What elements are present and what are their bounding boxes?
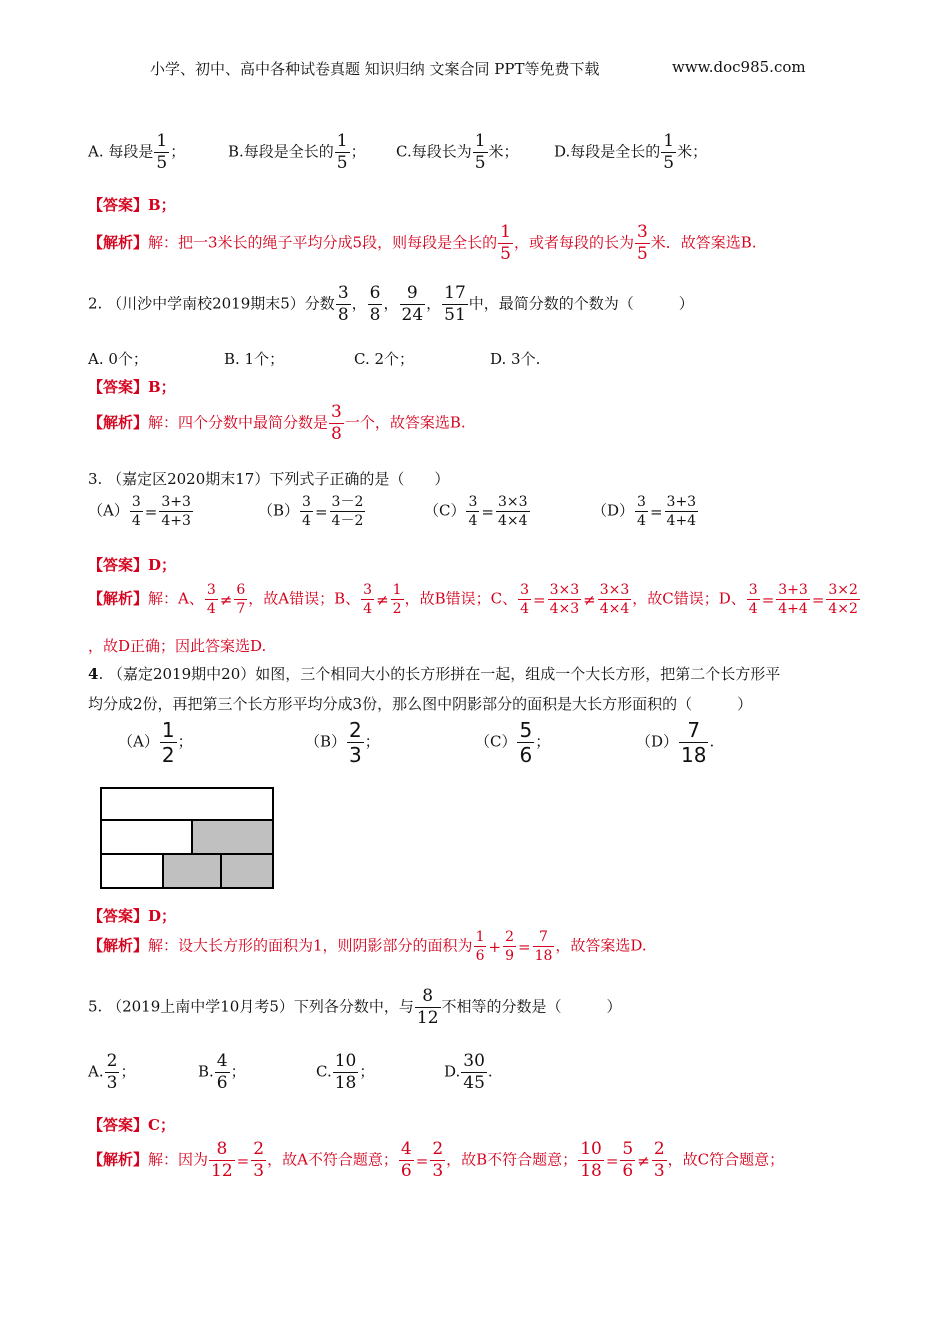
- row2-left-rect: [101, 820, 192, 854]
- row3-left-rect: [101, 854, 163, 888]
- q3-option-c: （C） $\frac{3}{4}$ = $\frac{3\times 3}{4\times 4}$: [424, 494, 528, 529]
- fraction: $\frac{1}{5}$: [336, 131, 348, 173]
- q5-option-b: B. $\frac{4}{6}$ ；: [198, 1051, 246, 1093]
- q3-option-d: （D） $\frac{3}{4}$ = $\frac{3+3}{4+4}$: [592, 494, 697, 529]
- fraction: $\frac{1}{2}$: [392, 582, 402, 617]
- q5-option-a: A. $\frac{2}{3}$ ；: [88, 1051, 136, 1093]
- fraction: $\frac{3}{4}$: [748, 582, 758, 617]
- fraction: $\frac{3}{4}$: [131, 494, 141, 529]
- fraction: $\frac{3+3}{4+4}$: [778, 582, 808, 617]
- q4-option-a: （A） $\frac{1}{2}$ ；: [118, 718, 193, 767]
- fraction: $\frac{2}{3}$: [253, 1139, 265, 1181]
- q4-option-d: （D） $\frac{7}{18}$ .: [636, 718, 715, 767]
- fraction: $\frac{8}{12}$: [416, 986, 439, 1028]
- fraction: $\frac{1}{5}$: [474, 131, 486, 173]
- fraction: $\frac{3}{4}$: [637, 494, 646, 529]
- q4-analysis: 【解析】解：设大长方形的面积为1，则阴影部分的面积为 $\frac{1}{6}$ + $\frac{2}{9}$ = $\frac{7}{18}$ ，故答案选D.: [88, 929, 647, 964]
- q1-option-c: C.每段长为 $\frac{1}{5}$ 米；: [396, 131, 519, 173]
- fraction: $\frac{3\times 2}{4\times 2}$: [828, 582, 858, 617]
- fraction: $\frac{8}{12}$: [211, 1139, 233, 1181]
- row2-shaded-rect: [192, 820, 273, 854]
- q1-a-text: A. 每段是: [88, 142, 154, 161]
- fraction: $\frac{7}{18}$: [534, 929, 553, 964]
- fraction: $\frac{10}{18}$: [580, 1139, 602, 1181]
- fraction: $\frac{10}{18}$: [334, 1051, 357, 1093]
- q2-answer: 【答案】B；: [88, 378, 176, 396]
- q4-answer: 【答案】D；: [88, 907, 177, 925]
- q3-stem: 3. （嘉定区2020期末17）下列式子正确的是（ ）: [88, 470, 450, 488]
- q3-analysis-line2: ，故D正确；因此答案选D.: [88, 637, 267, 655]
- q2-option-c: C. 2个；: [354, 350, 415, 368]
- fraction: $\frac{2}{3}$: [432, 1139, 444, 1181]
- header-url[interactable]: www.doc985.com: [672, 58, 806, 76]
- fraction: $\frac{3-2}{4-2}$: [331, 494, 364, 529]
- q5-answer: 【答案】C；: [88, 1116, 175, 1134]
- fraction: $\frac{1}{5}$: [156, 131, 168, 173]
- q1-answer: 【答案】B；: [88, 196, 176, 214]
- q1-option-a: A. 每段是 $\frac{1}{5}$ ；: [88, 131, 186, 173]
- fraction: $\frac{5}{6}$: [622, 1139, 634, 1181]
- fraction: $\frac{9}{24}$: [401, 283, 424, 325]
- fraction: $\frac{1}{2}$: [161, 718, 175, 767]
- fraction: $\frac{5}{6}$: [519, 718, 533, 767]
- fraction: $\frac{3}{5}$: [636, 222, 648, 264]
- q2-option-a: A. 0个；: [88, 350, 148, 368]
- q5-stem: 5. （2019上南中学10月考5）下列各分数中，与 $\frac{8}{12}$ 不相等的分数是（ ）: [88, 986, 622, 1028]
- fraction: $\frac{3}{8}$: [331, 402, 342, 444]
- q4-stem-line1: 4. （嘉定2019期中20）如图，三个相同大小的长方形拼在一起，组成一个大长方形，把第二个长方形平: [88, 665, 781, 683]
- fraction: $\frac{17}{51}$: [444, 283, 466, 325]
- fraction: $\frac{2}{3}$: [349, 718, 362, 767]
- q1-option-d: D.每段是全长的 $\frac{1}{5}$ 米；: [554, 131, 708, 173]
- fraction: $\frac{3}{4}$: [302, 494, 311, 529]
- q5-analysis: 【解析】解：因为 $\frac{8}{12}$ = $\frac{2}{3}$ ，故A不符合题意； $\frac{4}{6}$ = $\frac{2}{3}$ ，故B不符合题意； $\frac{10}{18}$ = $\frac{5}{6}$ ≠ $\frac{2}{3}$ ，故C符合题意；: [88, 1139, 785, 1181]
- fraction: $\frac{3}{4}$: [520, 582, 529, 617]
- fraction: $\frac{3}{8}$: [337, 283, 349, 325]
- fraction: $\frac{1}{5}$: [500, 222, 511, 264]
- fraction: $\frac{2}{3}$: [653, 1139, 665, 1181]
- q3-option-b: （B） $\frac{3}{4}$ = $\frac{3-2}{4-2}$: [258, 494, 364, 529]
- q1-analysis: 【解析】解：把一3米长的绳子平均分成5段，则每段是全长的 $\frac{1}{5}$ ，或者每段的长为 $\frac{3}{5}$ 米．故答案选B.: [88, 222, 757, 264]
- fraction: $\frac{30}{45}$: [463, 1051, 485, 1093]
- q2-stem: 2. （川沙中学南校2019期末5）分数 $\frac{3}{8}$ ， $\frac{6}{8}$ ， $\frac{9}{24}$ ， $\frac{17}{51}$ 中，最简分数的个数为（ ）: [88, 283, 694, 325]
- fraction: $\frac{2}{9}$: [505, 929, 514, 964]
- fraction: $\frac{3\times 3}{4\times 4}$: [497, 494, 528, 529]
- fraction: $\frac{2}{3}$: [106, 1051, 118, 1093]
- q1-option-b: B.每段是全长的 $\frac{1}{5}$ ；: [228, 131, 366, 173]
- fraction: $\frac{3}{4}$: [468, 494, 478, 529]
- q2-option-b: B. 1个；: [224, 350, 285, 368]
- fraction: $\frac{7}{18}$: [681, 718, 707, 767]
- fraction: $\frac{3}{4}$: [363, 582, 373, 617]
- fraction: $\frac{3\times 3}{4\times 3}$: [549, 582, 580, 617]
- q4-option-b: （B） $\frac{2}{3}$ ；: [305, 718, 380, 767]
- q3-analysis-line1: 【解析】解：A、 $\frac{3}{4}$ ≠ $\frac{6}{7}$ ，故A错误；B、 $\frac{3}{4}$ ≠ $\frac{1}{2}$ ，故B错误；C、 $\frac{3}{4}$ = $\frac{3\times 3}{4\times 3}$ ≠ $\frac{3\times 3}{4\times 4}$ ，故C错误；D、 $\frac{3}{4}$ = $\frac{3+3}{4+4}$ = $\frac{3\times 2}{4\times 2}$: [88, 582, 858, 617]
- page-header: [150, 58, 600, 79]
- q5-option-d: D. $\frac{30}{45}$ .: [444, 1051, 493, 1093]
- q3-answer: 【答案】D；: [88, 556, 177, 574]
- row3-shaded-rect-1: [163, 854, 221, 888]
- fraction: $\frac{6}{7}$: [236, 582, 246, 617]
- fraction: $\frac{1}{5}$: [663, 131, 675, 173]
- fraction: $\frac{6}{8}$: [369, 283, 381, 325]
- row1-rect: [101, 788, 273, 820]
- q4-option-c: （C） $\frac{5}{6}$ ；: [475, 718, 551, 767]
- header-text: 小学、初中、高中各种试卷真题 知识归纳 文案合同 PPT等免费下载: [150, 60, 600, 78]
- fraction: $\frac{4}{6}$: [400, 1139, 412, 1181]
- fraction: $\frac{3+3}{4+3}$: [161, 494, 191, 529]
- q2-option-d: D. 3个.: [490, 350, 541, 368]
- fraction: $\frac{3+3}{4+4}$: [666, 494, 697, 529]
- q3-option-a: （A） $\frac{3}{4}$ = $\frac{3+3}{4+3}$: [88, 494, 191, 529]
- q4-stem-line2: 均分成2份，再把第三个长方形平均分成3份，那么图中阴影部分的面积是大长方形面积的（ ）: [88, 695, 753, 713]
- fraction: $\frac{1}{6}$: [475, 929, 485, 964]
- row3-shaded-rect-2: [221, 854, 273, 888]
- fraction: $\frac{4}{6}$: [216, 1051, 228, 1093]
- q2-analysis: 【解析】解：四个分数中最简分数是 $\frac{3}{8}$ 一个，故答案选B.: [88, 402, 466, 444]
- fraction: $\frac{3}{4}$: [206, 582, 216, 617]
- q5-option-c: C. $\frac{10}{18}$ ；: [316, 1051, 375, 1093]
- q4-rectangle-figure: [99, 786, 275, 890]
- fraction: $\frac{3\times 3}{4\times 4}$: [599, 582, 630, 617]
